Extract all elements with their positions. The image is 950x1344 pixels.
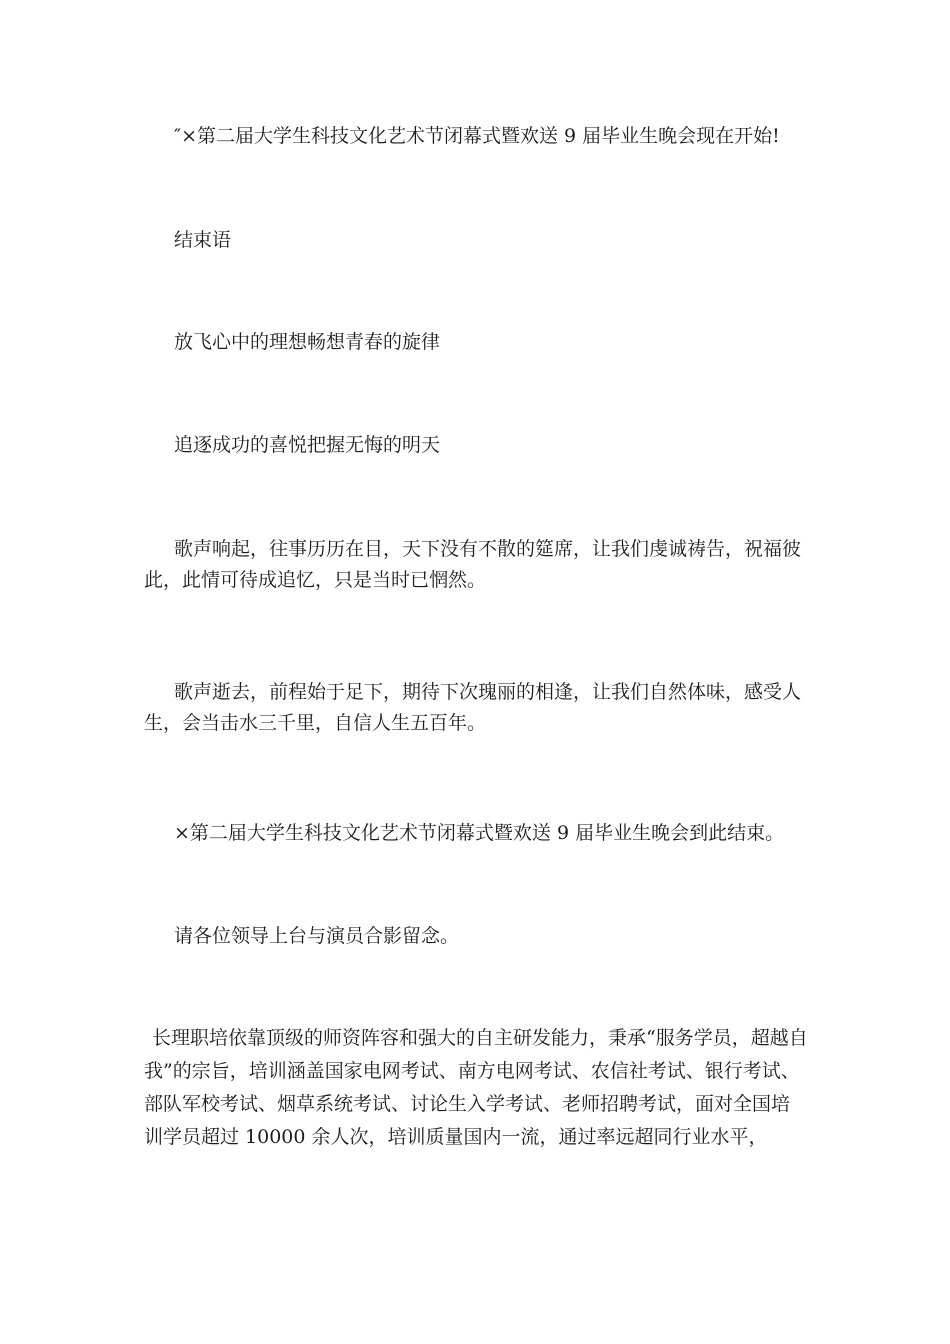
closing-announcement: ×第二届大学生科技文化艺术节闭幕式暨欢送 9 届毕业生晚会到此结束。 xyxy=(174,822,785,844)
opening-announcement: ″×第二届大学生科技文化艺术节闭幕式暨欢送 9 届毕业生晚会现在开始! xyxy=(174,125,780,147)
closing-heading: 结束语 xyxy=(174,229,232,251)
verse-line-2: 追逐成功的喜悦把握无悔的明天 xyxy=(174,434,441,456)
farewell-paragraph-2: 歌声逝去，前程始于足下，期待下次瑰丽的相逢，让我们自然体味，感受人生，会当击水三千里，自信人生五百年。 xyxy=(144,681,802,734)
farewell-paragraph-1: 歌声响起，往事历历在目，天下没有不散的筵席，让我们虔诚祷告，祝福彼此，此情可待成追忆，只是当时已惘然。 xyxy=(144,538,802,591)
training-advertisement: 长理职培依靠顶级的师资阵容和强大的自主研发能力，秉承“服务学员，超越自我”的宗旨，培训涵盖国家电网考试、南方电网考试、农信社考试、银行考试、部队军校考试、烟草系统考试、讨论生入学考试、老师招聘考试，面对全国培训学员超过 10000 余人次，培训质量国内一流，通过率远超同行业水平， xyxy=(144,1027,808,1148)
verse-line-1: 放飞心中的理想畅想青春的旋律 xyxy=(174,331,441,353)
photo-invitation: 请各位领导上台与演员合影留念。 xyxy=(174,925,460,947)
